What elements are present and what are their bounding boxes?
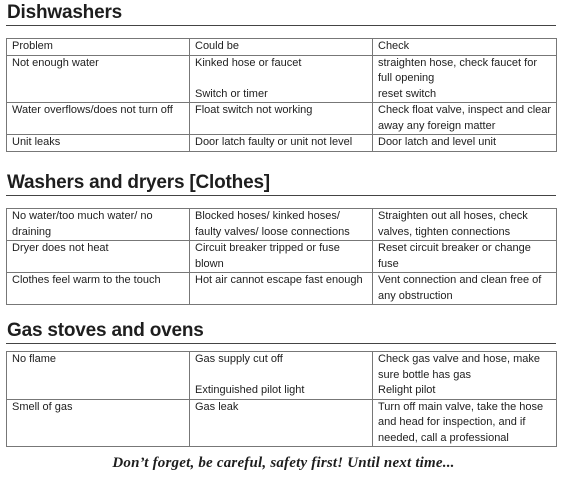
check-cell: [373, 352, 557, 400]
table-row: [7, 55, 557, 103]
section-gas-stoves: [6, 320, 556, 447]
check-line: reset switch: [378, 87, 437, 100]
problem-cell: Clothes feel warm to the touch: [7, 273, 190, 305]
check-cell: Straighten out all hoses, check valves, tighten connections: [373, 209, 557, 241]
check-cell: Reset circuit breaker or change fuse: [373, 241, 557, 273]
check-cell: Vent connection and clean free of any obstruction: [373, 273, 557, 305]
check-cell: Door latch and level unit: [373, 135, 557, 152]
could-be-cell: [190, 55, 373, 103]
could-be-cell: Circuit breaker tripped or fuse blown: [190, 241, 373, 273]
could-be-cell: Hot air cannot escape fast enough: [190, 273, 373, 305]
check-cell: Check float valve, inspect and clear away any foreign matter: [373, 103, 557, 135]
title-rule: [6, 195, 556, 196]
section-washers-dryers: [6, 172, 556, 305]
problem-cell: No flame: [7, 352, 190, 400]
table-row: [7, 103, 557, 135]
could-be-cell: Door latch faulty or unit not level: [190, 135, 373, 152]
table-row: [7, 352, 557, 400]
header-could-be: Could be: [190, 39, 373, 56]
table-row: [7, 209, 557, 241]
could-be-cell: Gas leak: [190, 399, 373, 447]
problem-cell: Dryer does not heat: [7, 241, 190, 273]
problem-cell: Not enough water: [7, 55, 190, 103]
table-row: [7, 273, 557, 305]
cause-spacer: [195, 71, 368, 87]
problem-cell: Water overflows/does not turn off: [7, 103, 190, 135]
check-cell: [373, 55, 557, 103]
check-line: Relight pilot: [378, 384, 436, 396]
header-check: Check: [373, 39, 557, 56]
could-be-cell: Float switch not working: [190, 103, 373, 135]
check-line: straighten hose, check faucet for full opening: [378, 56, 537, 84]
cause-line: Switch or timer: [195, 87, 268, 100]
cause-line: Extinguished pilot light: [195, 384, 305, 396]
table-row: [7, 241, 557, 273]
title-rule: [6, 343, 556, 344]
check-line: Check gas valve and hose, make sure bottle has gas: [378, 353, 541, 381]
cause-line: Kinked hose or faucet: [195, 56, 302, 69]
footer-message: Don’t forget, be careful, safety first! Until next time...: [112, 455, 455, 471]
troubleshooting-table: [6, 208, 557, 305]
check-cell: Turn off main valve, take the hose and head for inspection, and if needed, call a professional: [373, 399, 557, 447]
problem-cell: Smell of gas: [7, 399, 190, 447]
problem-cell: No water/too much water/ no draining: [7, 209, 190, 241]
cause-spacer: [195, 368, 368, 384]
troubleshooting-table: [6, 351, 557, 447]
troubleshooting-table: [6, 38, 557, 152]
problem-cell: Unit leaks: [7, 135, 190, 152]
header-problem: Problem: [7, 39, 190, 56]
table-row: [7, 399, 557, 447]
section-title: Dishwashers: [7, 2, 123, 23]
section-title: Washers and dryers [Clothes]: [7, 172, 270, 193]
cause-line: Gas supply cut off: [195, 353, 283, 365]
title-rule: [6, 25, 556, 26]
could-be-cell: [190, 352, 373, 400]
table-header-row: [7, 39, 557, 56]
section-title: Gas stoves and ovens: [7, 320, 204, 341]
could-be-cell: Blocked hoses/ kinked hoses/ faulty valves/ loose connections: [190, 209, 373, 241]
table-row: [7, 135, 557, 152]
section-dishwashers: [6, 2, 556, 152]
